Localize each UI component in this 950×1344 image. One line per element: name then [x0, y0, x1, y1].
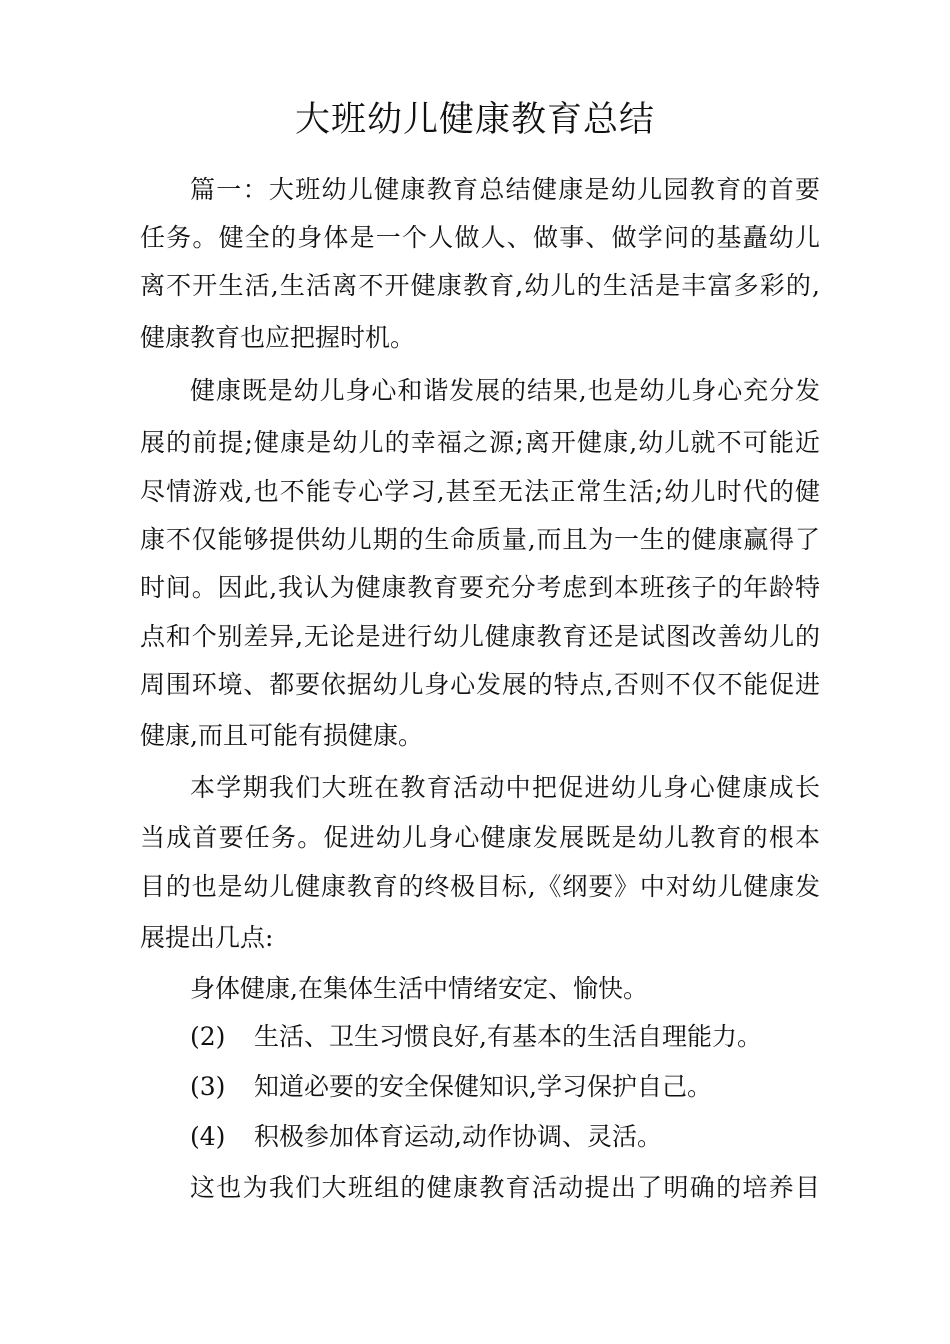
- paragraph-3-line-2: 当成首要任务。促进幼儿身心健康发展既是幼儿教育的根本: [140, 823, 820, 852]
- paragraph-1-line-1: 篇一：大班幼儿健康教育总结健康是幼儿园教育的首要: [190, 175, 820, 204]
- paragraph-2-line-5: 时间。因此,我认为健康教育要充分考虑到本班孩子的年龄特: [140, 573, 820, 602]
- document-title: 大班幼儿健康教育总结: [294, 100, 655, 140]
- point-3-number: (3): [190, 1072, 226, 1101]
- health-point-2: [190, 1017, 762, 1057]
- paragraph-1-line-2: 任务。健全的身体是一个人做人、做事、做学问的基矗幼儿: [140, 223, 820, 252]
- paragraph-2-line-2: 展的前提;健康是幼儿的幸福之源;离开健康,幼儿就不可能近: [140, 428, 820, 457]
- paragraph-2-line-8: 健康,而且可能有损健康。: [140, 721, 423, 750]
- point-3-text: 知道必要的安全保健知识,学习保护自己。: [254, 1072, 712, 1101]
- paragraph-1-line-3: 离不开生活,生活离不开健康教育,幼儿的生活是丰富多彩的,: [140, 271, 820, 300]
- paragraph-3-line-3: 目的也是幼儿健康教育的终极目标,《纲要》中对幼儿健康发: [140, 872, 820, 901]
- paragraph-3-line-1: 本学期我们大班在教育活动中把促进幼儿身心健康成长: [190, 773, 820, 802]
- paragraph-3-line-4: 展提出几点:: [140, 923, 274, 952]
- paragraph-2-line-3: 尽情游戏,也不能专心学习,甚至无法正常生活;幼儿时代的健: [140, 477, 820, 506]
- closing-line: 这也为我们大班组的健康教育活动提出了明确的培养目: [190, 1173, 820, 1202]
- paragraph-1-line-4: 健康教育也应把握时机。: [140, 323, 416, 352]
- point-4-text: 积极参加体育运动,动作协调、灵活。: [254, 1122, 662, 1151]
- paragraph-2-line-7: 周围环境、都要依据幼儿身心发展的特点,否则不仅不能促进: [140, 670, 820, 699]
- health-point-4: [190, 1117, 662, 1157]
- paragraph-2-line-1: 健康既是幼儿身心和谐发展的结果,也是幼儿身心充分发: [190, 376, 820, 405]
- point-2-number: (2): [190, 1022, 226, 1051]
- paragraph-2-line-6: 点和个别差异,无论是进行幼儿健康教育还是试图改善幼儿的: [140, 622, 820, 651]
- health-point-1: 身体健康,在集体生活中情绪安定、愉快。: [190, 974, 648, 1003]
- paragraph-2-line-4: 康不仅能够提供幼儿期的生命质量,而且为一生的健康赢得了: [140, 525, 820, 554]
- point-4-number: (4): [190, 1122, 226, 1151]
- health-point-3: [190, 1067, 712, 1107]
- point-2-text: 生活、卫生习惯良好,有基本的生活自理能力。: [254, 1022, 762, 1051]
